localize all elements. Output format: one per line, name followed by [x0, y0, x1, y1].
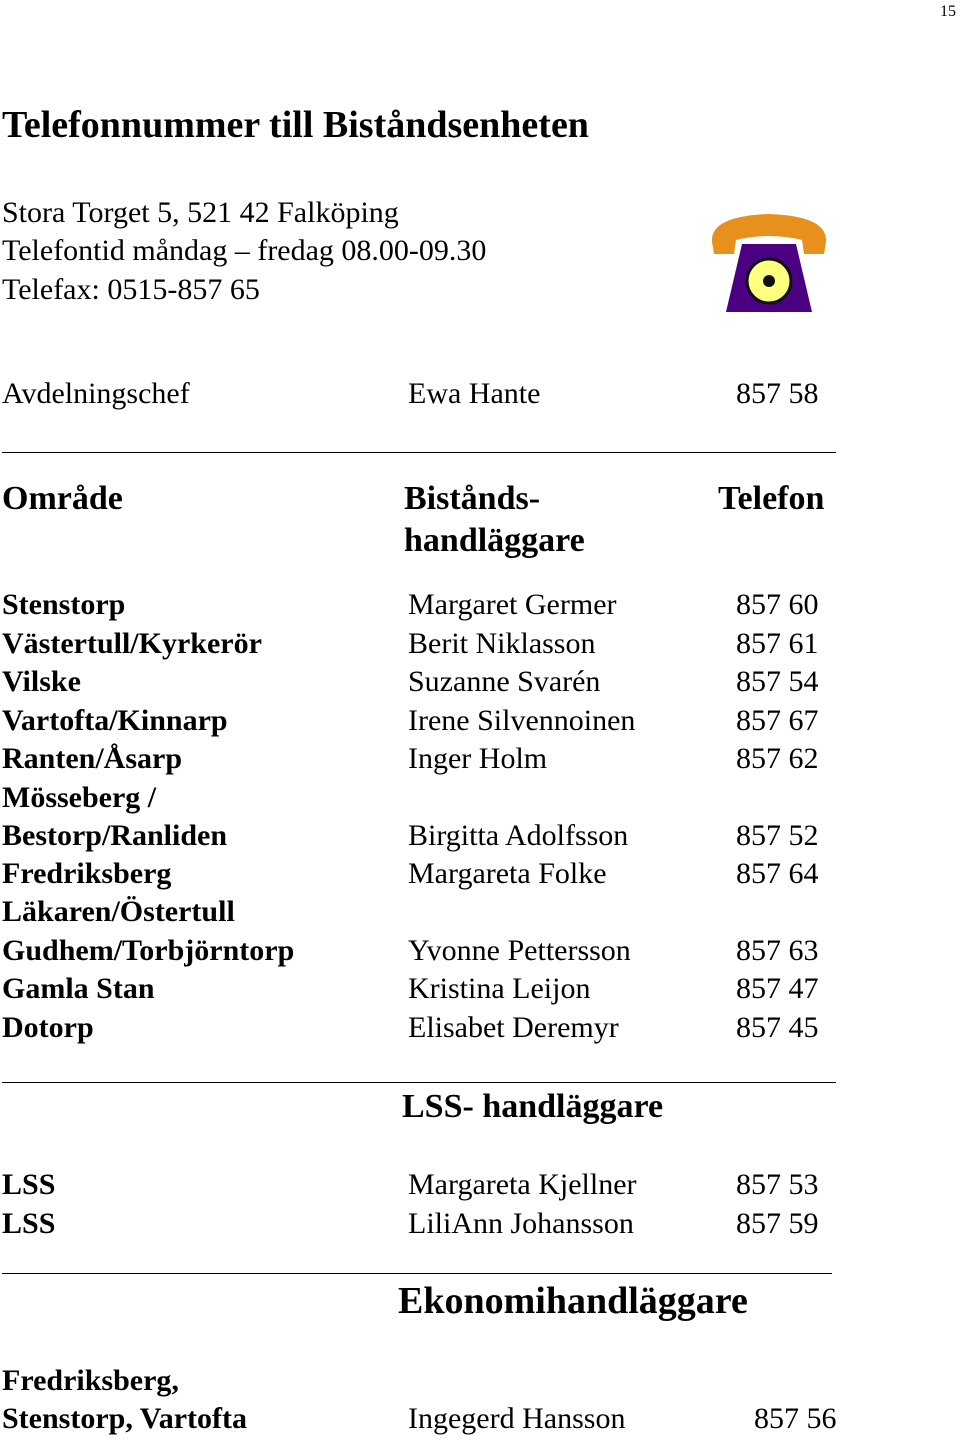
lss-row-name: LiliAnn Johansson [408, 1207, 634, 1240]
eco-heading: Ekonomihandläggare [398, 1280, 748, 1322]
header-phone: Telefon [718, 480, 825, 517]
row-phone: 857 45 [736, 1011, 819, 1044]
row-area: Fredriksberg [2, 857, 172, 890]
row-area: Gamla Stan [2, 972, 155, 1005]
eco-area-line1: Fredriksberg, [2, 1364, 179, 1397]
row-area: Dotorp [2, 1011, 94, 1044]
row-phone: 857 52 [736, 819, 819, 852]
row-name: Yvonne Pettersson [408, 934, 631, 967]
row-area: Västertull/Kyrkerör [2, 627, 262, 660]
row-name: Irene Silvennoinen [408, 704, 636, 737]
eco-name: Ingegerd Hansson [408, 1402, 626, 1435]
chief-role: Avdelningschef [2, 377, 190, 410]
eco-phone: 857 56 [754, 1402, 837, 1435]
row-phone: 857 62 [736, 742, 819, 775]
header-area: Område [2, 480, 123, 517]
lss-heading: LSS- handläggare [402, 1088, 664, 1125]
row-phone: 857 67 [736, 704, 819, 737]
phone-hours: Telefontid måndag – fredag 08.00-09.30 [2, 234, 487, 267]
row-area: Vartofta/Kinnarp [2, 704, 228, 737]
row-name: Suzanne Svarén [408, 665, 601, 698]
row-name: Berit Niklasson [408, 627, 596, 660]
row-name: Margareta Folke [408, 857, 607, 890]
address: Stora Torget 5, 521 42 Falköping [2, 196, 399, 229]
divider [2, 1082, 836, 1083]
row-area: Mösseberg / [2, 781, 157, 814]
row-area: Bestorp/Ranliden [2, 819, 228, 852]
divider [2, 1273, 832, 1274]
page-number: 15 [940, 3, 956, 20]
row-area: Ranten/Åsarp [2, 742, 183, 775]
lss-row-area: LSS [2, 1207, 56, 1240]
eco-area-line2: Stenstorp, Vartofta [2, 1402, 247, 1435]
divider [2, 452, 836, 453]
row-phone: 857 61 [736, 627, 819, 660]
header-handler-line1: Bistånds- [404, 480, 541, 517]
row-phone: 857 47 [736, 972, 819, 1005]
row-phone: 857 63 [736, 934, 819, 967]
row-area: Gudhem/Torbjörntorp [2, 934, 295, 967]
row-phone: 857 54 [736, 665, 819, 698]
row-name: Birgitta Adolfsson [408, 819, 629, 852]
row-area: Läkaren/Östertull [2, 895, 235, 928]
row-area: Stenstorp [2, 588, 126, 621]
chief-name: Ewa Hante [408, 377, 541, 410]
row-name: Elisabet Deremyr [408, 1011, 619, 1044]
lss-row-name: Margareta Kjellner [408, 1168, 637, 1201]
row-phone: 857 64 [736, 857, 819, 890]
lss-row-phone: 857 53 [736, 1168, 819, 1201]
chief-phone: 857 58 [736, 377, 819, 410]
row-area: Vilske [2, 665, 81, 698]
row-phone: 857 60 [736, 588, 819, 621]
row-name: Margaret Germer [408, 588, 617, 621]
row-name: Inger Holm [408, 742, 548, 775]
fax-number: Telefax: 0515-857 65 [2, 273, 260, 306]
page-title: Telefonnummer till Biståndsenheten [2, 104, 589, 146]
lss-row-area: LSS [2, 1168, 56, 1201]
telephone-icon [708, 210, 830, 316]
header-handler-line2: handläggare [404, 522, 585, 559]
row-name: Kristina Leijon [408, 972, 591, 1005]
lss-row-phone: 857 59 [736, 1207, 819, 1240]
